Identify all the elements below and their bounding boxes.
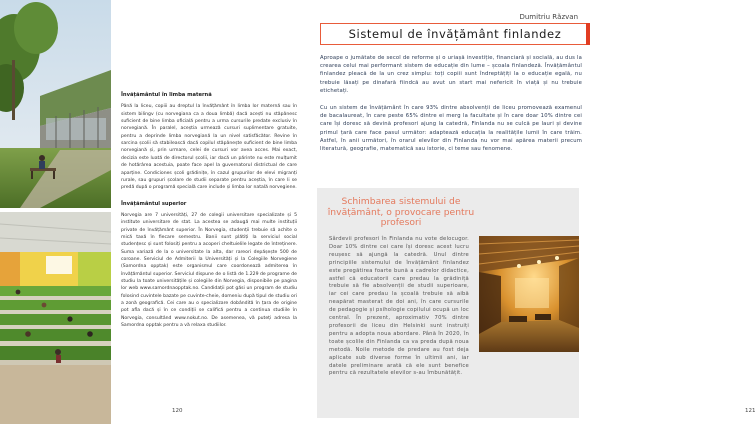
statistics-paragraph: Cu un sistem de învățământ în care 93% dintre absolvenții de liceu promovează examenul de bacalaureat, în care peste 65% dintre ei merg la facultate și în care doar 10% dintre cei care își doresc să devină profesori ajung la catedră, Finlanda nu se culcă pe lauri și devine primul țară care face pasul următor: adaptează educația la realitățile lumii în care trăim. Astfel, în anii următori, în orarul elevilor din Finlanda nu vor mai apărea materii precum literatură, geografie, matematică sau istorie, ci teme sau fenomene.	[320, 105, 582, 153]
higher-education-text: Norvegia are 7 universități, 27 de colegii universitare specializate și 5 institute universitare de stat. La acestea se adaugă mai multe instituții private de învățământ superior. În Norvegia, studenții trebuie să achite o mică taxă în fiecare semestru. Banii sunt plătiți la serviciul social studențesc și sunt folosiți pentru a acoperi cheltuielile legate de întreținere. Suma variază de la o universitate la alta, dar rareori depășește 500 de coroane. Serviciul de Admiterii la Universități și la Colegiile Norvegiene (Samordna opptak) este organismul care coordonează admiterea în învățământul superior. Serviciul dispune de o listă de 1.229 de programe de studiu la toate universitățile și colegiile din Norvegia, disponibile pe pagina lor web www.samordnaopptak.no. Candidații pot găsi un program de studiu folosind cuvintele bazate pe cuvinte-cheie, domeniu după tipul de studiu ori a zonă geografică. Cei care au o specializare dobândită în țara de origine pot afla dacă și în ce condiții se califică pentru a continua studiile în Norvegia, consultând www.nokut.no. De asemenea, vă puteți adresa la Samordna opptak pentru a vă relaxa studiilor.	[121, 212, 297, 329]
mother-tongue-heading: Învățământul în limba maternă	[121, 92, 212, 98]
intro-paragraph: Aproape o jumătate de secol de reforme și o uriașă investiție, financiară și socială, au dus la crearea celui mai performant sistem de educație din lume – școala finlandeză. Învățământul finlandez pleacă de la un crez simplu: toți copiii sunt îndreptățiți la o educație egală, nu trebuie lăsați pe dinafară fiindcă au avut un start mai nefericit în viață și nu trebuie etichetați.	[320, 55, 582, 94]
left-text-column	[121, 92, 297, 329]
article-title: Sistemul de învățământ finlandez	[348, 27, 562, 41]
right-page	[300, 0, 756, 424]
school-interior-photo	[479, 236, 579, 352]
right-text-column	[320, 54, 582, 153]
mother-tongue-text: Până la liceu, copiii au dreptul la învățământ în limba lor maternă sau în sistem bilingv (cu norvegiana ca a doua limbă) dacă acești nu stăpânesc suficient de bine limba oficială pentru a urma cursurile predate exclusiv în norvegiană. În paralel, aceștia urmează cursuri suplimentare gratuite, pentru a deprinde limba norvegiană la un nivel satisfăcător. Revine în sarcina școlii să stabilească dacă copilul stăpânește suficient de bine limba norvegiană și, prin urmare, celei de cursuri vor avea acces. Mai exact, decizia este luată de directorul școlii, iar dacă un părinte nu este mulțumit de hotărârea acestuia, poate face apel la guvernatorul districtual de care aparține. Condiciones școli grădinițe, în cazul grupurilor de elevi migranți rurale, sau grupuri școlare de studii separate pentru aceștia, în care li se predă după o programă specială care include și limba lor natală norvegiene.	[121, 104, 297, 191]
lecture-hall-photo	[0, 212, 111, 424]
sidebar-title: Schimbarea sistemului de învățământ, o provocare pentru profesori	[327, 196, 475, 228]
author-name: Dumitriu Răzvan	[519, 13, 578, 21]
campus-building-photo	[0, 0, 111, 208]
right-page-number: 121	[745, 408, 756, 414]
left-page-number: 120	[172, 408, 183, 414]
sidebar-text: Sârdevii profesori în Finlanda nu vote delocugor. Doar 10% dintre cei care își doresc acest lucru reușesc să ajungă la catedră. Unul dintre principiile sistemului de învățământ finlandez este pregătirea foarte bună a cadrelor didactice, astfel că educatorii care predau la grădiniță trebuie să fie absolvenții de studii superioare, iar cei care predau la școală trebuie să aibă neapărat masterat de doi ani, în care cursurile de pedagogie și psihologie copilului ocupă un loc central. În prezent, aproximativ 70% dintre profesorii de liceu din Helsinki sunt instruiți pentru a adopta noua abordare. Până în 2020, în toate școlile din Finlanda ca va preda după noua metodă. Noile metode de predare au fost deja aplicate sub diverse forme în ultimii ani, iar datele preliminare arată că ele sunt benefice pentru că rezultatele elevilor s-au îmbunătățit.	[329, 236, 469, 377]
title-box	[320, 23, 590, 45]
left-page	[0, 0, 300, 424]
higher-education-heading: Învățământul superior	[121, 200, 187, 207]
teachers-sidebar-box	[317, 188, 579, 418]
